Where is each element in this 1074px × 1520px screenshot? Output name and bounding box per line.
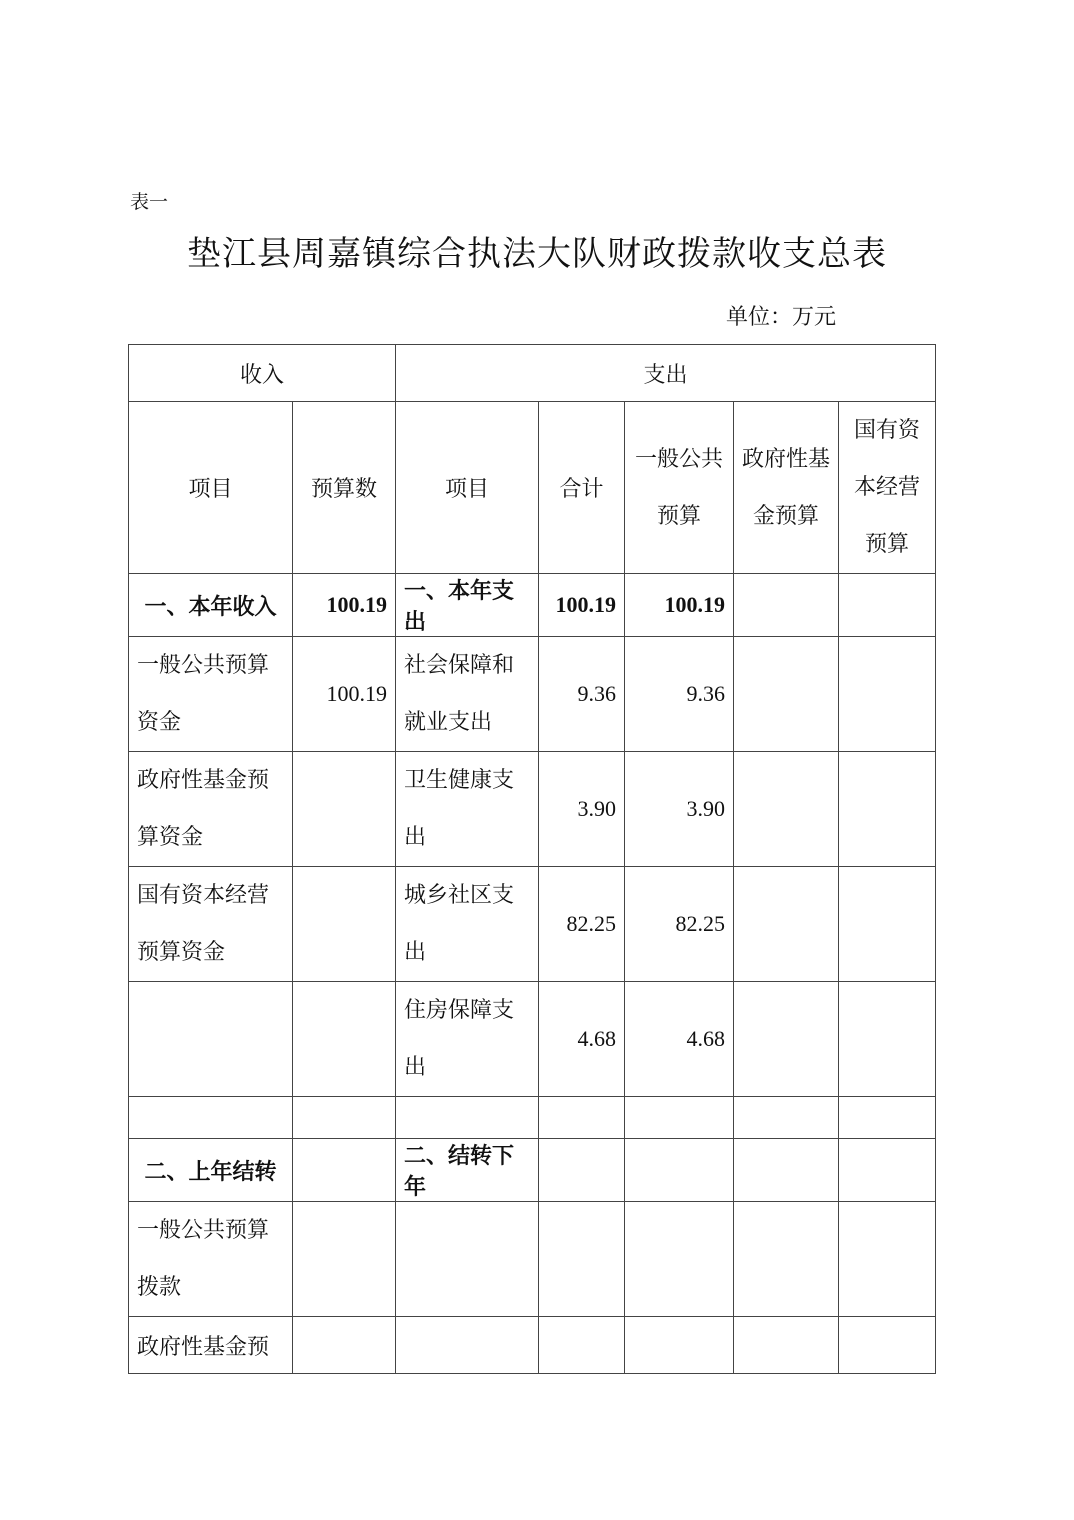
header-row-top xyxy=(129,345,936,402)
income-item: 政府性基金预算资金 xyxy=(129,752,293,867)
general-value: 4.68 xyxy=(625,982,734,1097)
income-item xyxy=(129,1097,293,1139)
total-value: 3.90 xyxy=(539,752,625,867)
table-row xyxy=(129,1097,936,1139)
general-value: 82.25 xyxy=(625,867,734,982)
fund-value xyxy=(734,752,839,867)
fund-value xyxy=(734,982,839,1097)
table-row xyxy=(129,1202,936,1317)
header-general-public: 一般公共预算 xyxy=(625,402,734,574)
header-expense-item: 项目 xyxy=(396,402,539,574)
total-value: 82.25 xyxy=(539,867,625,982)
income-item: 二、上年结转 xyxy=(129,1139,293,1202)
income-item: 一般公共预算拨款 xyxy=(129,1202,293,1317)
income-item: 一、本年收入 xyxy=(129,574,293,637)
fund-value xyxy=(734,637,839,752)
fund-value xyxy=(734,574,839,637)
table-row xyxy=(129,752,936,867)
table-number-label: 表一 xyxy=(130,191,169,213)
general-value: 3.90 xyxy=(625,752,734,867)
header-income: 收入 xyxy=(129,345,396,402)
income-value: 100.19 xyxy=(293,637,396,752)
general-value xyxy=(625,1317,734,1374)
capital-value xyxy=(839,1202,936,1317)
capital-value xyxy=(839,867,936,982)
header-income-item: 项目 xyxy=(129,402,293,574)
header-budget-amount: 预算数 xyxy=(293,402,396,574)
header-gov-fund: 政府性基金预算 xyxy=(734,402,839,574)
total-value xyxy=(539,1202,625,1317)
capital-value xyxy=(839,574,936,637)
income-value xyxy=(293,867,396,982)
income-item: 一般公共预算资金 xyxy=(129,637,293,752)
expense-item: 一、本年支出 xyxy=(396,574,539,637)
general-value: 100.19 xyxy=(625,574,734,637)
expense-item xyxy=(396,1097,539,1139)
income-value xyxy=(293,1317,396,1374)
capital-value xyxy=(839,1317,936,1374)
total-value xyxy=(539,1139,625,1202)
income-value xyxy=(293,1139,396,1202)
expense-item xyxy=(396,1317,539,1374)
capital-value xyxy=(839,1097,936,1139)
income-value xyxy=(293,752,396,867)
budget-table xyxy=(128,344,936,1374)
expense-item xyxy=(396,1202,539,1317)
income-value xyxy=(293,1202,396,1317)
general-value xyxy=(625,1097,734,1139)
capital-value xyxy=(839,752,936,867)
total-value: 4.68 xyxy=(539,982,625,1097)
header-total: 合计 xyxy=(539,402,625,574)
fund-value xyxy=(734,1202,839,1317)
unit-label: 单位：万元 xyxy=(726,305,837,330)
expense-item: 卫生健康支出 xyxy=(396,752,539,867)
fund-value xyxy=(734,1097,839,1139)
table-row xyxy=(129,982,936,1097)
expense-item: 二、结转下年 xyxy=(396,1139,539,1202)
income-value xyxy=(293,982,396,1097)
header-expense: 支出 xyxy=(396,345,936,402)
general-value: 9.36 xyxy=(625,637,734,752)
table-row xyxy=(129,867,936,982)
income-value: 100.19 xyxy=(293,574,396,637)
fund-value xyxy=(734,867,839,982)
header-state-capital: 国有资本经营预算 xyxy=(839,402,936,574)
income-item xyxy=(129,982,293,1097)
general-value xyxy=(625,1202,734,1317)
header-row-columns xyxy=(129,402,936,574)
income-item: 政府性基金预 xyxy=(129,1317,293,1374)
fund-value xyxy=(734,1139,839,1202)
table-row xyxy=(129,1139,936,1202)
table-row xyxy=(129,574,936,637)
expense-item: 城乡社区支出 xyxy=(396,867,539,982)
total-value: 100.19 xyxy=(539,574,625,637)
page-title: 垫江县周嘉镇综合执法大队财政拨款收支总表 xyxy=(187,234,887,274)
capital-value xyxy=(839,637,936,752)
general-value xyxy=(625,1139,734,1202)
total-value xyxy=(539,1317,625,1374)
capital-value xyxy=(839,1139,936,1202)
table-row xyxy=(129,1317,936,1374)
total-value xyxy=(539,1097,625,1139)
total-value: 9.36 xyxy=(539,637,625,752)
expense-item: 社会保障和就业支出 xyxy=(396,637,539,752)
income-value xyxy=(293,1097,396,1139)
income-item: 国有资本经营预算资金 xyxy=(129,867,293,982)
table-row xyxy=(129,637,936,752)
expense-item: 住房保障支出 xyxy=(396,982,539,1097)
capital-value xyxy=(839,982,936,1097)
fund-value xyxy=(734,1317,839,1374)
